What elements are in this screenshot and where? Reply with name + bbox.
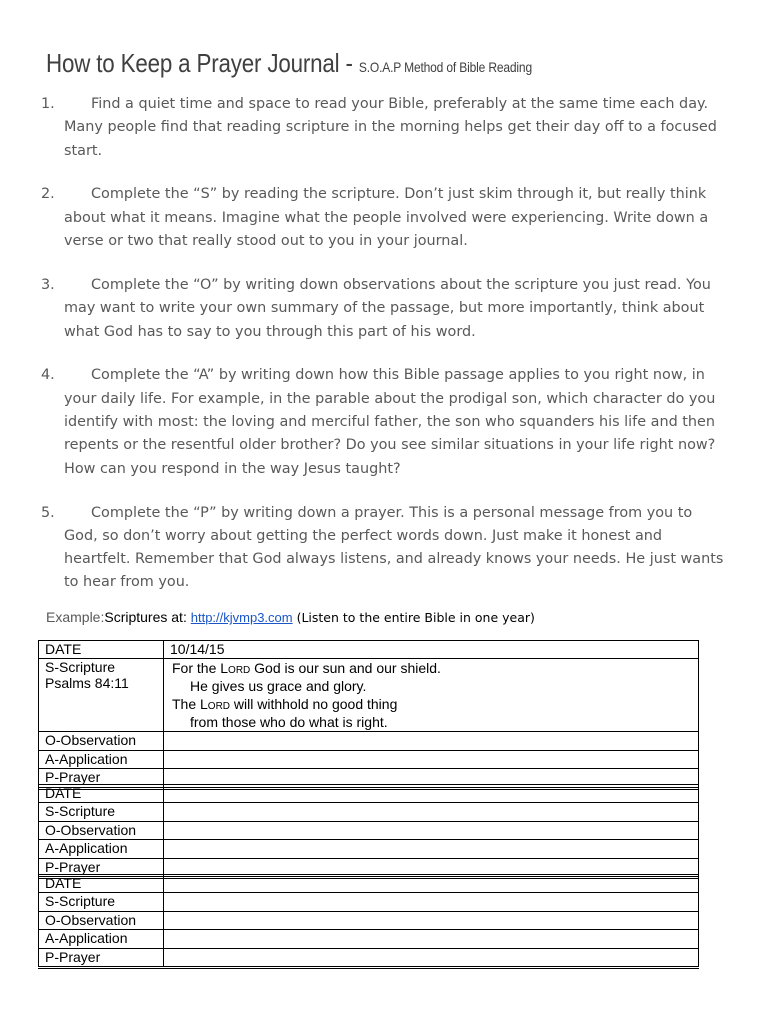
observation-label: O-Observation: [39, 821, 164, 839]
step-text: Find a quiet time and space to read your Bible, preferably at the same time each day. Many people find that reading scripture in the morning helps get their day off to a focused start.: [64, 96, 717, 159]
verse-line: from those who do what is right.: [190, 714, 388, 731]
example-label: Example:: [46, 609, 105, 625]
verse-line: [172, 659, 692, 677]
verse-line: He gives us grace and glory.: [190, 678, 367, 695]
instruction-item: [38, 502, 728, 595]
scripture-label: [39, 659, 164, 732]
table-row: [39, 948, 699, 967]
observation-cell[interactable]: [164, 732, 699, 750]
scripture-label-text: S-Scripture: [45, 659, 116, 676]
step-text: Complete the “S” by reading the scripture. Don’t just skim through it, but really think about what it means. Imagine what the people involved were experiencing. Write down a verse or two that really stood out to you in your journal.: [64, 186, 709, 250]
kjvmp3-link[interactable]: http://kjvmp3.com: [190, 610, 293, 625]
table-row: [39, 641, 699, 659]
verse-text: For the: [172, 660, 221, 677]
table-row: [39, 821, 699, 839]
instruction-item: [38, 364, 728, 480]
prayer-label: P-Prayer: [39, 858, 164, 877]
scripture-cell[interactable]: [164, 893, 699, 911]
table-row: [39, 785, 699, 803]
table-row: [39, 930, 699, 948]
prayer-label: P-Prayer: [39, 769, 164, 788]
scripture-source-label: Scriptures at:: [104, 609, 191, 625]
step-number: 4.: [41, 367, 55, 384]
table-row: [39, 911, 699, 929]
date-label: DATE: [39, 785, 164, 803]
table-row: [39, 840, 699, 858]
step-text: Complete the “P” by writing down a prayer. This is a personal message from you to God, so don’t worry about getting the perfect words down. Just make it honest and heartfelt. Remember that God always listens, and already knows your needs. He just wants to hear from you.: [64, 504, 724, 591]
table-row: [39, 893, 699, 911]
table-row: [39, 875, 699, 893]
verse-lord: Lord: [220, 660, 251, 677]
step-number: 1.: [41, 96, 55, 112]
instruction-item: [38, 93, 728, 163]
verse-text: will withhold no good thing: [230, 696, 398, 713]
journal-table-blank: [38, 784, 699, 879]
instruction-list: [38, 93, 728, 615]
table-row: [39, 659, 699, 732]
application-cell[interactable]: [164, 840, 699, 858]
observation-label: O-Observation: [39, 911, 164, 929]
verse-line: [172, 695, 692, 713]
scripture-verse: [164, 659, 699, 732]
verse-text: The: [172, 696, 201, 713]
date-cell[interactable]: [164, 785, 699, 803]
page-title: [46, 48, 532, 79]
observation-cell[interactable]: [164, 911, 699, 929]
table-row: [39, 803, 699, 821]
scripture-label: S-Scripture: [39, 893, 164, 911]
application-label: A-Application: [39, 840, 164, 858]
scripture-label: S-Scripture: [39, 803, 164, 821]
step-number: 3.: [41, 276, 55, 293]
example-line: [46, 609, 535, 626]
instruction-item: [38, 274, 728, 344]
instruction-item: [38, 183, 728, 253]
step-text: Complete the “A” by writing down how this Bible passage applies to you right now, in your daily life. For example, in the parable about the prodigal son, which character do you identify with most: the loving and merciful father, the son who squanders his life and then repents or the resentful older brother? Do you see similar situations in your life right now? How can you respond in the way Jesus taught?: [64, 367, 716, 477]
table-row: [39, 732, 699, 750]
journal-table-blank: [38, 874, 699, 969]
observation-label: O-Observation: [39, 732, 164, 750]
application-label: A-Application: [39, 930, 164, 948]
step-number: 2.: [41, 186, 55, 203]
date-value: 10/14/15: [164, 641, 699, 659]
prayer-cell[interactable]: [164, 948, 699, 967]
step-number: 5.: [41, 504, 55, 521]
table-row: [39, 750, 699, 768]
application-cell[interactable]: [164, 930, 699, 948]
prayer-label: P-Prayer: [39, 948, 164, 967]
scripture-cell[interactable]: [164, 803, 699, 821]
title-main: How to Keep a Prayer Journal -: [46, 48, 359, 78]
date-label: DATE: [39, 875, 164, 893]
journal-table-example: [38, 640, 699, 790]
verse-text: God is our sun and our shield.: [250, 660, 441, 677]
scripture-reference: Psalms 84:11: [45, 675, 129, 692]
example-note: (Listen to the entire Bible in one year): [292, 610, 535, 625]
date-cell[interactable]: [164, 875, 699, 893]
date-label: DATE: [39, 641, 164, 659]
observation-cell[interactable]: [164, 821, 699, 839]
step-text: Complete the “O” by writing down observations about the scripture you just read. You may want to write your own summary of the passage, but more importantly, think about what God has to say to you through this part of his word.: [64, 276, 711, 340]
application-cell[interactable]: [164, 750, 699, 768]
verse-lord: Lord: [200, 696, 231, 713]
application-label: A-Application: [39, 750, 164, 768]
title-subtitle: S.O.A.P Method of Bible Reading: [358, 59, 532, 75]
